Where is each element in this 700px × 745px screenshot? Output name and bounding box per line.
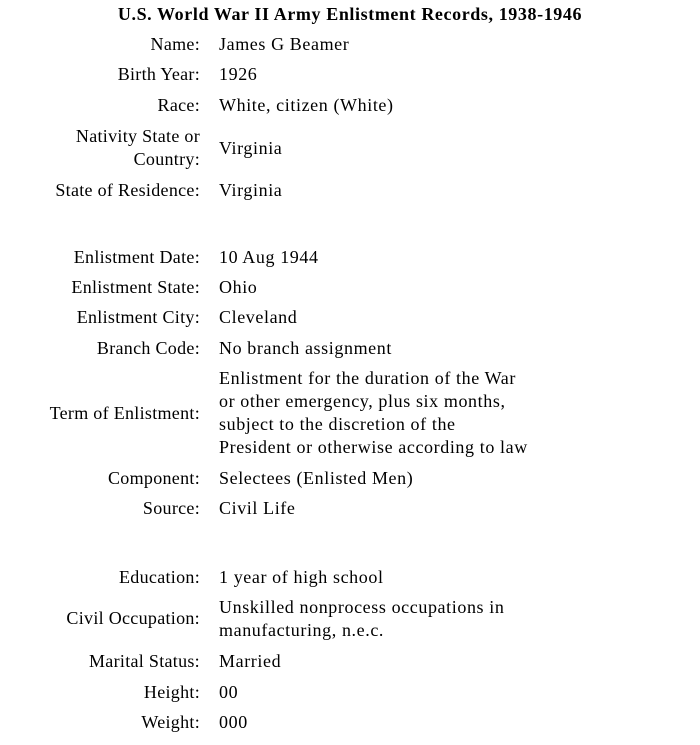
field-label: Name: xyxy=(150,33,200,54)
field-row-height xyxy=(0,677,700,707)
section-spacer xyxy=(0,204,700,242)
field-value: Civil Life xyxy=(219,497,296,518)
field-row-weight xyxy=(0,707,700,737)
field-label: Source: xyxy=(142,497,200,518)
field-label-line: Country: xyxy=(133,149,200,169)
field-label: Birth Year: xyxy=(117,64,200,84)
field-label: Education: xyxy=(119,566,200,587)
field-label-line: Nativity State or xyxy=(75,126,200,146)
field-label: Component: xyxy=(108,468,200,488)
field-value-line: Enlistment for the duration of the War xyxy=(219,368,516,388)
record-table xyxy=(0,29,700,737)
field-label: Weight: xyxy=(141,711,200,732)
field-value: Selectees (Enlisted Men) xyxy=(219,468,414,488)
field-row-enlistment-city xyxy=(0,302,700,333)
field-value: 1 year of high school xyxy=(219,566,384,587)
field-value-line: President or otherwise according to law xyxy=(219,437,528,457)
field-value-line: or other emergency, plus six months, xyxy=(219,391,506,411)
field-label xyxy=(0,125,200,171)
field-label: Enlistment City: xyxy=(76,307,200,327)
field-value: Virginia xyxy=(219,179,283,200)
field-row-enlistment-date xyxy=(0,242,700,272)
field-row-civil-occupation xyxy=(0,592,700,645)
field-label: Marital Status: xyxy=(89,650,200,671)
field-value-line: Unskilled nonprocess occupations in xyxy=(219,596,505,617)
field-value: Married xyxy=(219,650,282,671)
field-value: Ohio xyxy=(219,276,258,297)
field-value: Cleveland xyxy=(219,307,298,327)
field-value: No branch assignment xyxy=(219,337,392,358)
page-title: U.S. World War II Army Enlistment Records, 1938-1946 xyxy=(117,4,583,24)
field-row-source xyxy=(0,494,700,522)
field-value-line: subject to the discretion of the xyxy=(219,414,456,434)
field-row-marital-status xyxy=(0,645,700,677)
field-value-line: manufacturing, n.e.c. xyxy=(219,619,385,640)
field-value: 000 xyxy=(219,711,248,732)
field-label: Term of Enlistment: xyxy=(49,402,200,423)
field-label: Race: xyxy=(157,94,200,115)
field-value xyxy=(219,367,689,459)
field-value: 10 Aug 1944 xyxy=(219,246,319,267)
field-label: Civil Occupation: xyxy=(66,608,200,628)
field-label: Branch Code: xyxy=(96,337,200,358)
field-value xyxy=(219,596,689,642)
field-row-race xyxy=(0,90,700,120)
field-value: White, citizen (White) xyxy=(219,94,394,115)
field-label: Enlistment State: xyxy=(71,276,200,297)
field-value: 00 xyxy=(219,681,239,702)
field-label: Height: xyxy=(143,681,200,702)
field-value: Virginia xyxy=(219,137,283,158)
section-spacer xyxy=(0,522,700,562)
field-value: 1926 xyxy=(219,64,258,84)
field-row-branch-code xyxy=(0,333,700,363)
field-row-education xyxy=(0,562,700,592)
field-label: State of Residence: xyxy=(55,179,200,200)
field-row-term-of-enlistment xyxy=(0,363,700,463)
field-row-component xyxy=(0,463,700,494)
field-row-name xyxy=(0,29,700,59)
field-row-enlistment-state xyxy=(0,272,700,302)
field-row-birth-year xyxy=(0,59,700,90)
field-row-residence xyxy=(0,176,700,204)
field-row-nativity xyxy=(0,120,700,176)
field-label: Enlistment Date: xyxy=(73,246,200,267)
field-value: James G Beamer xyxy=(219,33,350,54)
